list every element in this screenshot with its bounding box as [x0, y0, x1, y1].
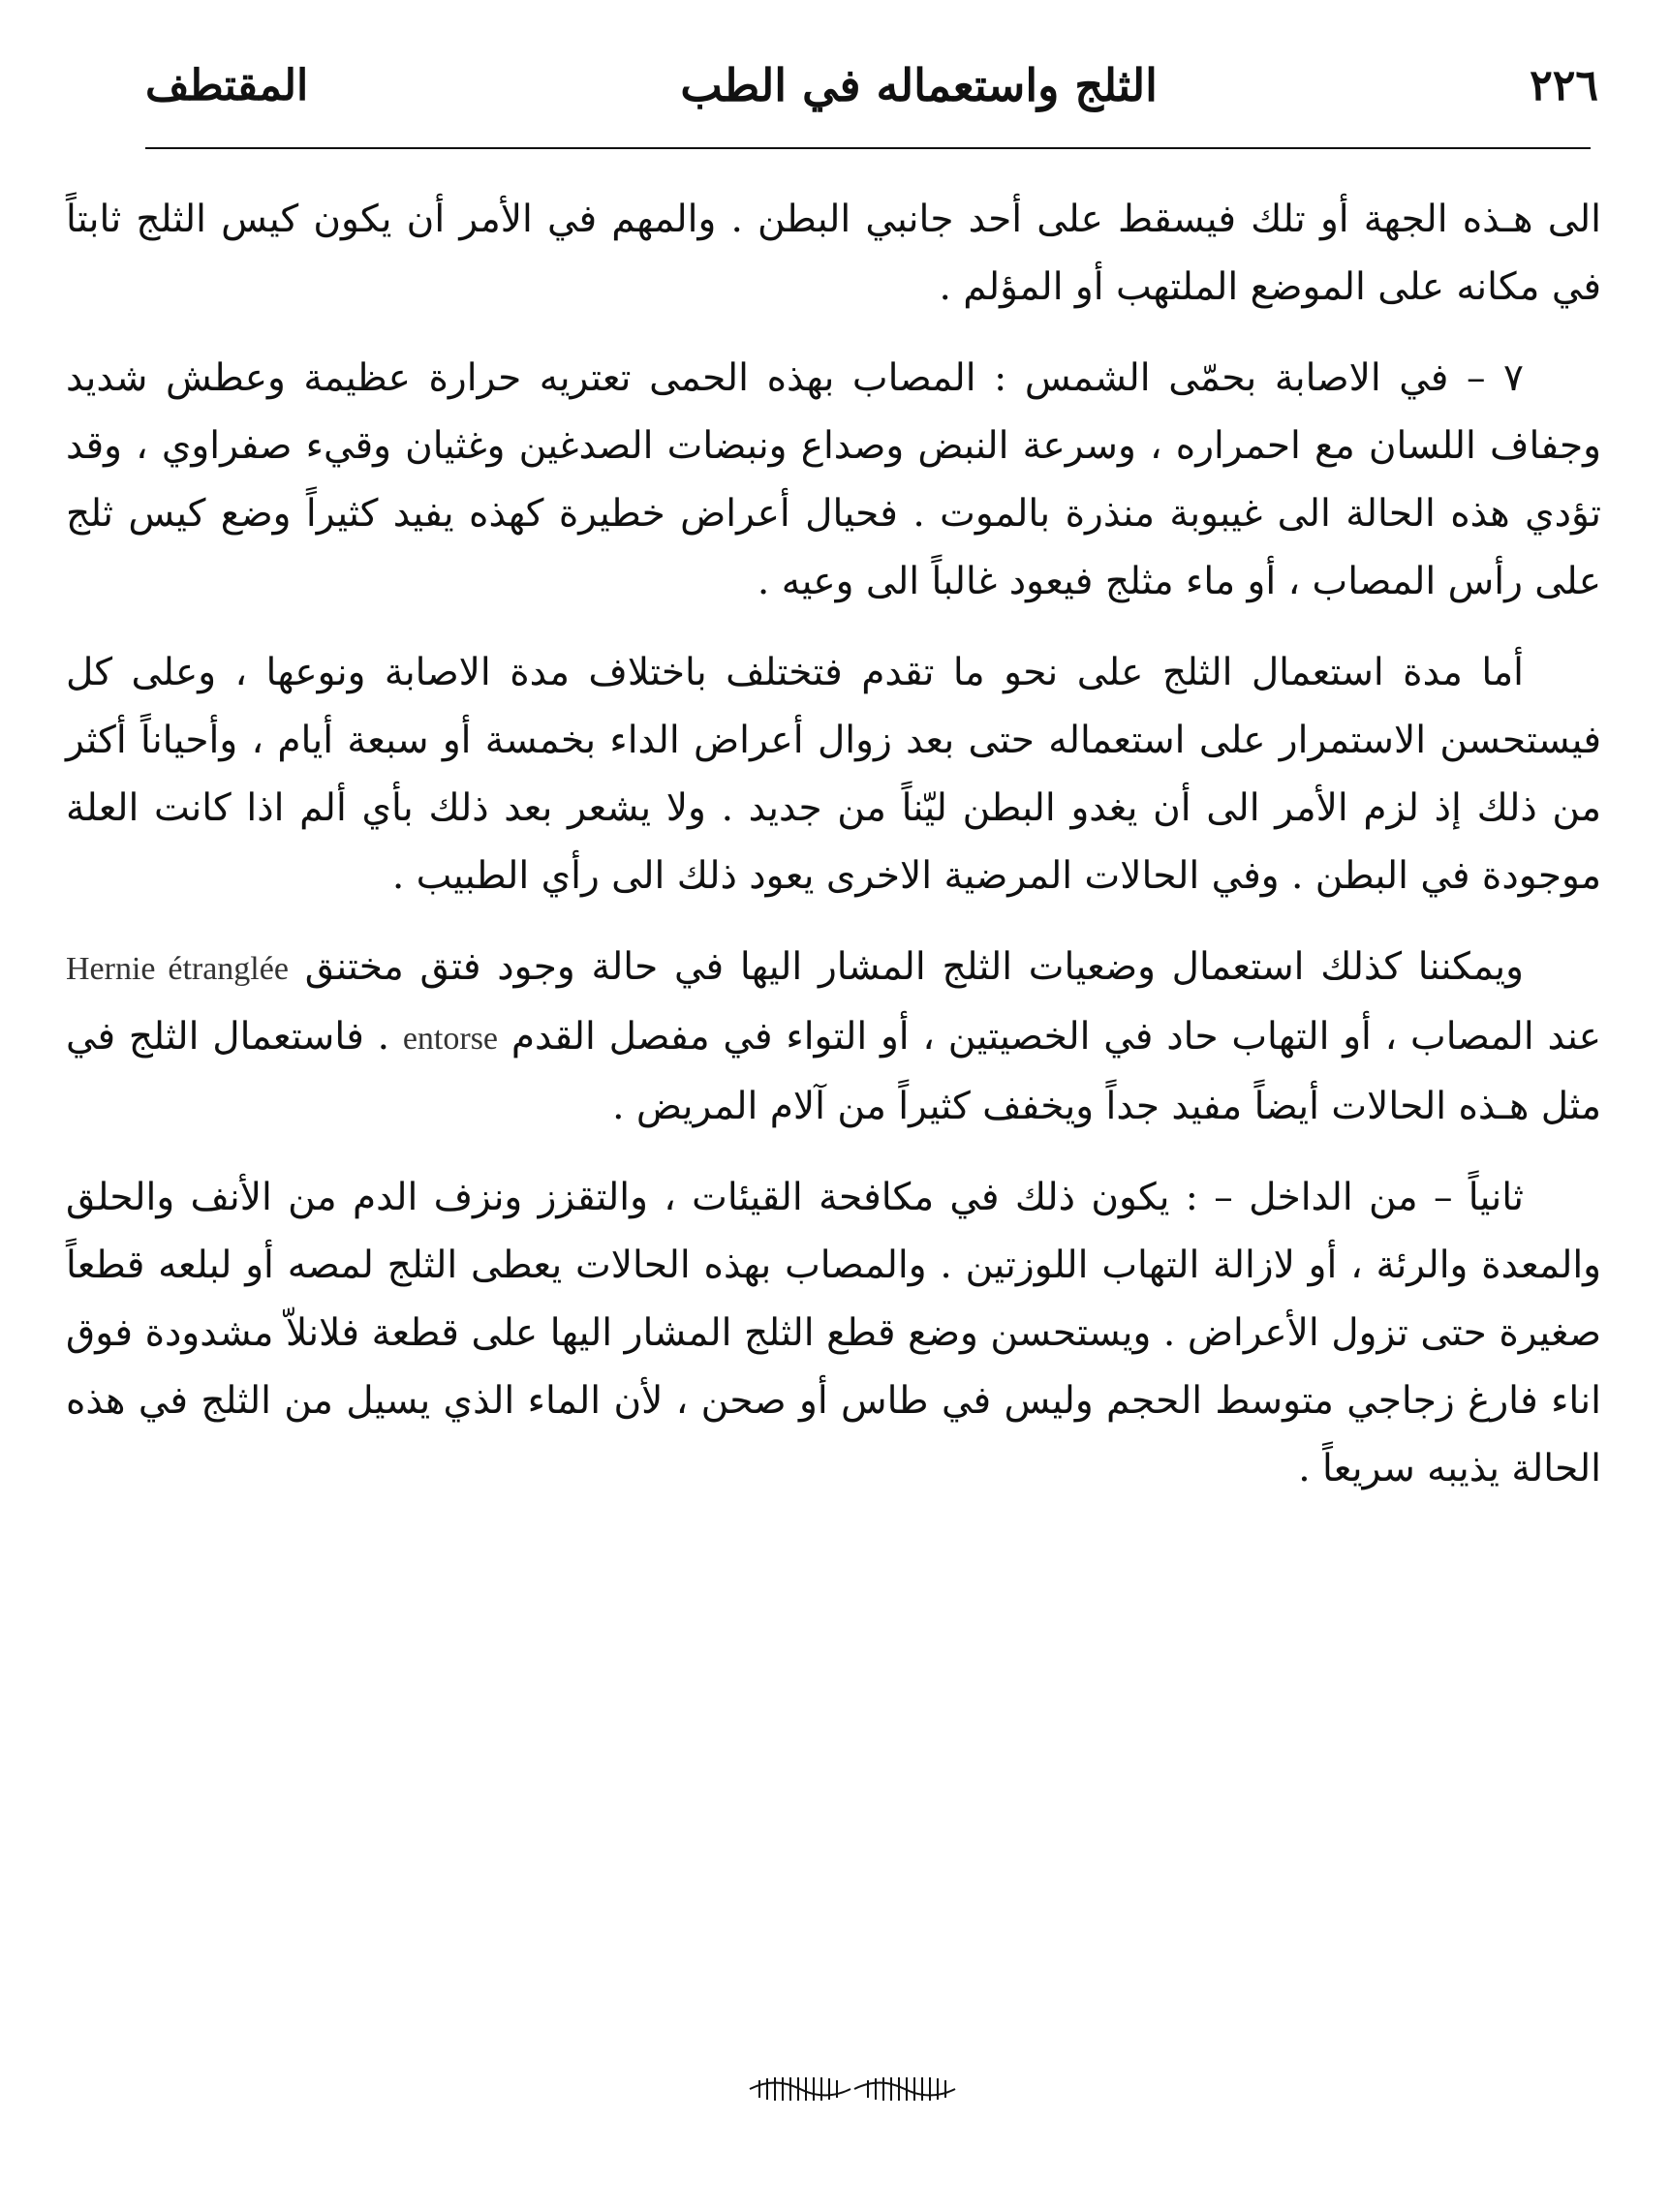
- article-body: [66, 186, 1601, 1526]
- running-title: الثلج واستعماله في الطب: [680, 59, 1158, 111]
- journal-name: المقتطف: [145, 60, 309, 110]
- hernia-text-middle: عند المصاب ، أو التهاب حاد في الخصيتين ، أو التواء في مفصل القدم: [510, 1015, 1601, 1059]
- hernia-text-after: . فاستعمال الثلج في مثل هـذه الحالات أيضاً مفيد جداً ويخفف كثيراً من آلام المريض .: [66, 1015, 1601, 1128]
- page-number: ٢٢٦: [1530, 60, 1598, 110]
- page-header: [145, 56, 1598, 114]
- paragraph-duration: أما مدة استعمال الثلج على نحو ما تقدم فتختلف باختلاف مدة الاصابة ونوعها ، وعلى كل فيستحسن الاستمرار على استعماله حتى بعد زوال أعراض الداء بخمسة أو سبعة أيام ، وأحياناً أكثر من ذلك إذ لزم الأمر الى أن يغدو البطن ليّناً من جديد . ولا يشعر بعد ذلك بأي ألم اذا كانت العلة موجودة في البطن . وفي الحالات المرضية الاخرى يعود ذلك الى رأي الطبيب .: [66, 651, 1601, 898]
- paragraph-hernia: [66, 934, 1601, 1141]
- latin-term-hernia: Hernie étranglée: [66, 951, 289, 987]
- paragraph-continuation: الى هـذه الجهة أو تلك فيسقط على أحد جانبي البطن . والمهم في الأمر أن يكون كيس الثلج ثابتاً في مكانه على الموضع الملتهب أو المؤلم .: [66, 198, 1601, 309]
- paragraph-internal-use: ثانياً – من الداخل – : يكون ذلك في مكافحة القيئات ، والتقزز ونزف الدم من الأنف والحلق والمعدة والرئة ، أو لازالة التهاب اللوزتين . والمصاب بهذه الحالات يعطى الثلج لمصه أو لبلعه قطعاً صغيرة حتى تزول الأعراض . ويستحسن وضع قطع الثلج المشار اليها على قطعة فلانلاّ مشدودة فوق اناء فارغ زجاجي متوسط الحجم وليس في طاس أو صحن ، لأن الماء الذي يسيل من الثلج في هذه الحالة يذيبه سريعاً .: [66, 1176, 1601, 1490]
- header-rule: [145, 147, 1591, 149]
- paragraph-sunstroke: ٧ – في الاصابة بحمّى الشمس : المصاب بهذه الحمى تعتريه حرارة عظيمة وعطش شديد وجفاف اللسان مع احمراره ، وسرعة النبض وصداع ونبضات الصدغين وغثيان وقيء صفراوي ، وقد تؤدي هذه الحالة الى غيبوبة منذرة بالموت . فحيال أعراض خطيرة كهذه يفيد كثيراً وضع كيس ثلج على رأس المصاب ، أو ماء مثلج فيعود غالباً الى وعيه .: [66, 356, 1601, 603]
- end-ornament-icon: [746, 2073, 959, 2105]
- latin-term-entorse: entorse: [402, 1021, 499, 1057]
- hernia-text-before: ويمكننا كذلك استعمال وضعيات الثلج المشار اليها في حالة وجود فتق مختنق: [304, 945, 1524, 989]
